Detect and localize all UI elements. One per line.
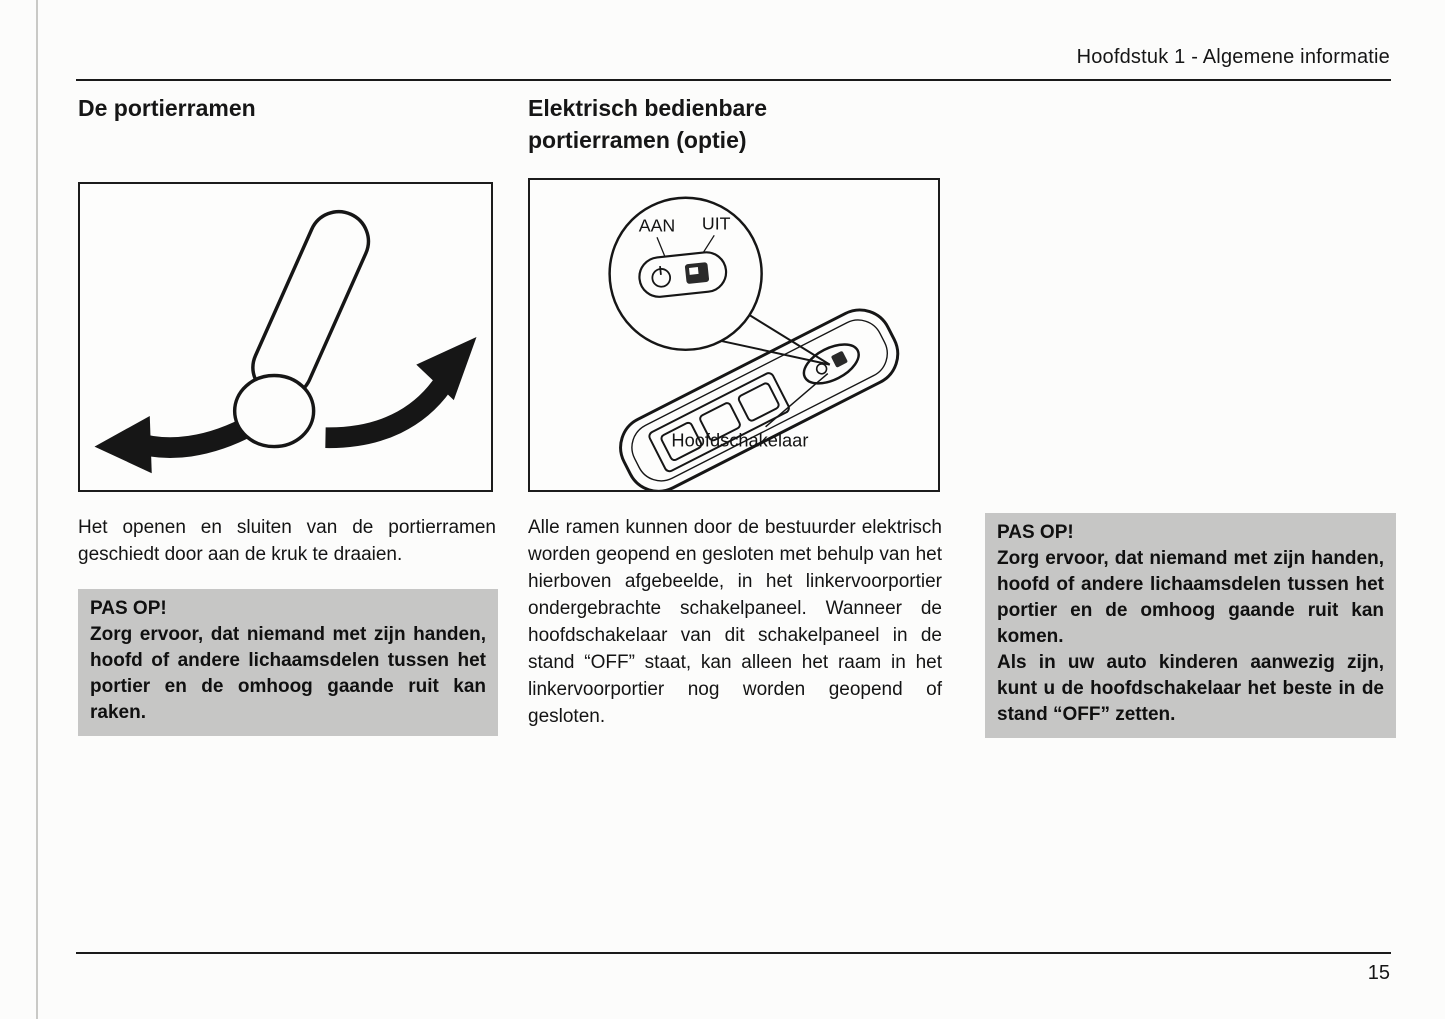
section-title-line1: Elektrisch bedienbare [528,95,768,121]
crank-illustration [80,184,491,490]
label-uit: UIT [701,213,731,234]
chapter-header: Hoofdstuk 1 - Algemene informatie [1076,46,1390,68]
header-rule [76,79,1391,81]
label-aan: AAN [638,215,676,236]
page-number: 15 [1367,962,1390,984]
label-hoofdschakelaar: Hoofdschakelaar [671,429,809,451]
rotate-arrow-right [325,337,476,438]
figure-window-crank [78,182,493,492]
warning-text: Zorg ervoor, dat niemand met zijn handen, hoofd of andere lichaamsdelen tussen het portier en de omhoog gaande ruit kan raken. [90,624,486,723]
electric-windows-paragraph: Alle ramen kunnen door de bestuurder elektrisch worden geopend en gesloten met behulp van het hierboven afgebeelde, in het linkervoorportier ondergebrachte schakelpaneel. Wanneer de hoofdschakelaar van dit schakelpaneel in de stand “OFF” staat, kan alleen het raam in het linkervoorportier nog worden geopend of gesloten. [528,517,942,727]
crank-knob [235,375,314,446]
window-icon [685,262,710,284]
switch-panel-illustration [530,180,938,490]
warning-text-2: Als in uw auto kinderen aanwezig zijn, kunt u de hoofdschakelaar het beste in de stand “OFF” zetten. [997,652,1384,725]
warning-text-1: Zorg ervoor, dat niemand met zijn handen, hoofd of andere lichaamsdelen tussen het portier en de omhoog gaande ruit kan komen. [997,548,1384,647]
scan-edge-artifact [36,0,38,1019]
figure-switch-panel [528,178,940,492]
rotate-arrow-left [94,416,253,473]
warning-box-electric [985,513,1396,738]
crank-handle [235,202,378,446]
callout-circle [610,198,762,350]
manual-windows-paragraph: Het openen en sluiten van de portierramen geschiedt door aan de kruk te draaien. [78,517,496,565]
section-title-line2: portierramen (optie) [528,127,747,153]
warning-title: PAS OP! [90,598,167,619]
warning-box-manual [78,589,498,736]
section-title-elektrisch [528,92,888,156]
warning-title: PAS OP! [997,522,1074,543]
footer-rule [76,952,1391,954]
section-title-portierramen: De portierramen [78,95,256,121]
